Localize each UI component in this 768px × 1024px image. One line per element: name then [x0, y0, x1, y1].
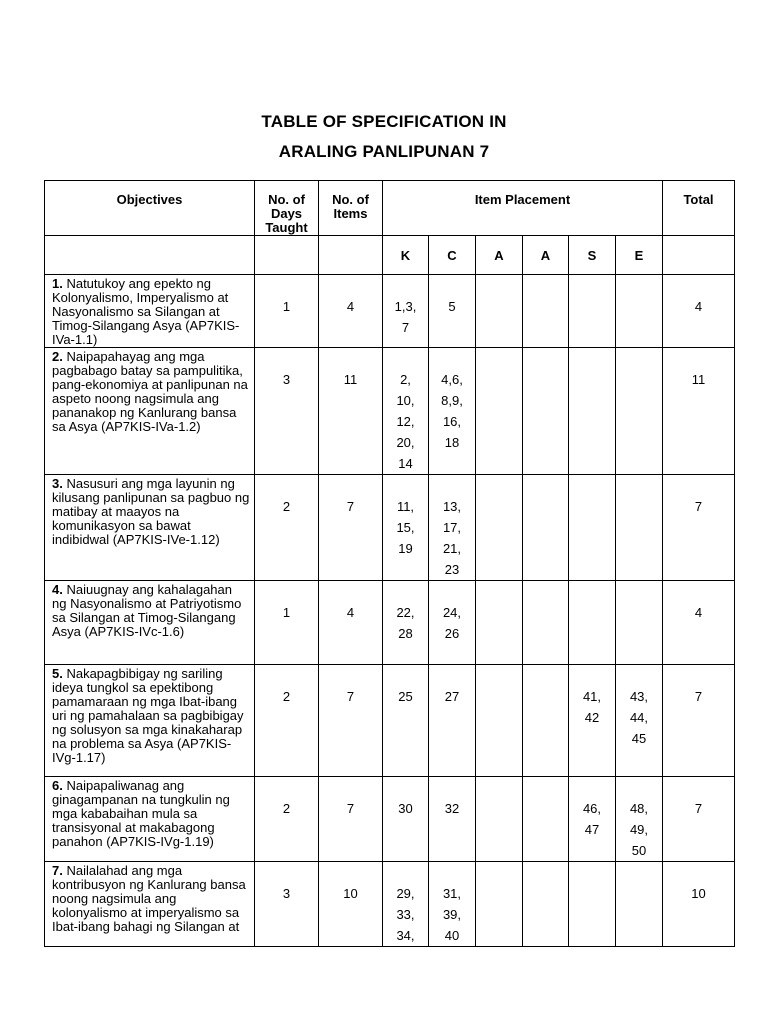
- placement-a2-cell: [523, 475, 569, 581]
- no-of-items-cell: 10: [319, 862, 383, 947]
- placement-a1-cell: [476, 665, 523, 777]
- item-number: 14: [398, 456, 413, 471]
- item-number: 10,: [396, 393, 415, 408]
- objective-text: Naipapaliwanag ang ginagampanan na tungkulin ng mga kababaihan mula sa transisyonal at makabagong panahon (AP7KIS-IVg-1.19): [52, 778, 230, 849]
- objective-number: 5.: [52, 666, 63, 681]
- placement-k-cell: [383, 275, 429, 348]
- objective-number: 1.: [52, 276, 63, 291]
- no-of-items-cell: 4: [319, 581, 383, 665]
- no-of-items-cell: 7: [319, 475, 383, 581]
- objective-cell: [45, 862, 255, 947]
- level-a2: A: [523, 236, 569, 275]
- header-row: [45, 181, 735, 236]
- placement-s-cell: [569, 275, 616, 348]
- item-number: 13,: [442, 499, 462, 514]
- item-number: 34,: [396, 928, 415, 943]
- item-number: 21,: [442, 541, 462, 556]
- placement-a2-cell: [523, 348, 569, 475]
- placement-e-cell: [616, 475, 663, 581]
- objective-text: Nailalahad ang mga kontribusyon ng Kanlurang bansa noong nagsimula ang kolonyalismo at imperyalismo sa Ibat-ibang bahagi ng Silangan at: [52, 863, 246, 934]
- item-number: 17,: [442, 520, 462, 535]
- level-header-row: [45, 236, 735, 275]
- item-number: 46,: [582, 801, 602, 816]
- item-number: 24,: [442, 605, 462, 620]
- placement-c-cell: [429, 475, 476, 581]
- item-number: 22,: [396, 605, 415, 620]
- days-taught-cell: 1: [255, 581, 319, 665]
- item-number: 7: [401, 320, 410, 335]
- table-row: [45, 777, 735, 862]
- table-row: [45, 665, 735, 777]
- item-number: 15,: [396, 520, 415, 535]
- placement-a1-cell: [476, 581, 523, 665]
- placement-c-cell: [429, 862, 476, 947]
- placement-c-cell: [429, 348, 476, 475]
- days-taught-cell: 3: [255, 348, 319, 475]
- item-number: 39,: [442, 907, 462, 922]
- placement-a2-cell: [523, 581, 569, 665]
- item-number: 23: [444, 562, 460, 577]
- item-number: 2,: [400, 372, 411, 387]
- specification-table: [44, 180, 735, 947]
- table-row: [45, 348, 735, 475]
- placement-k-cell: [383, 665, 429, 777]
- item-number: 30: [398, 801, 413, 816]
- placement-k-cell: [383, 862, 429, 947]
- item-number: 42: [584, 710, 600, 725]
- placement-e-cell: [616, 581, 663, 665]
- placement-s-cell: [569, 862, 616, 947]
- placement-s-cell: [569, 348, 616, 475]
- objective-number: 4.: [52, 582, 63, 597]
- item-number: 27: [444, 689, 460, 704]
- objective-text: Naipapahayag ang mga pagbabago batay sa pampulitika, pang-ekonomiya at panlipunan na aspeto noong nagsimula ang pananakop ng Kanlurang bansa sa Asya (AP7KIS-IVa-1.2): [52, 349, 248, 434]
- item-number: 28: [398, 626, 413, 641]
- placement-c-cell: [429, 581, 476, 665]
- placement-a2-cell: [523, 862, 569, 947]
- no-of-items-cell: 7: [319, 665, 383, 777]
- level-e: E: [616, 236, 663, 275]
- table-row: [45, 862, 735, 947]
- item-number: 16,: [442, 414, 462, 429]
- days-taught-cell: 2: [255, 777, 319, 862]
- total-cell: 4: [663, 275, 735, 348]
- level-k: K: [383, 236, 429, 275]
- header-objectives: Objectives: [45, 181, 255, 236]
- item-number: 20,: [396, 435, 415, 450]
- item-number: 25: [398, 689, 413, 704]
- table-row: [45, 275, 735, 348]
- item-number: 50: [631, 843, 647, 858]
- placement-c-cell: [429, 275, 476, 348]
- level-s: S: [569, 236, 616, 275]
- item-number: 18: [444, 435, 460, 450]
- table-row: [45, 581, 735, 665]
- placement-e-cell: [616, 665, 663, 777]
- item-number: 19: [398, 541, 413, 556]
- item-number: 32: [444, 801, 460, 816]
- header-total: Total: [663, 181, 735, 236]
- placement-a2-cell: [523, 665, 569, 777]
- table-row: [45, 475, 735, 581]
- item-number: 45: [631, 731, 647, 746]
- item-number: 5: [448, 299, 456, 314]
- placement-a1-cell: [476, 475, 523, 581]
- days-taught-cell: 1: [255, 275, 319, 348]
- objective-number: 6.: [52, 778, 63, 793]
- placement-a1-cell: [476, 777, 523, 862]
- days-taught-cell: 2: [255, 665, 319, 777]
- item-number: 44,: [629, 710, 649, 725]
- placement-e-cell: [616, 348, 663, 475]
- objective-text: Nakapagbibigay ng sariling ideya tungkol sa epektibong pamamaraan ng mga Ibat-ibang uri ng pamahalaan sa pagbibigay ng solusyon sa mga kinakaharap na problema sa Asya (AP7KIS-IVg-1.17): [52, 666, 244, 765]
- total-cell: 7: [663, 475, 735, 581]
- no-of-items-cell: 4: [319, 275, 383, 348]
- item-number: 48,: [629, 801, 649, 816]
- no-of-items-cell: 11: [319, 348, 383, 475]
- item-number: 33,: [396, 907, 415, 922]
- objective-text: Nasusuri ang mga layunin ng kilusang panlipunan sa pagbuo ng matibay at maayos na komunikasyon sa bawat indibidwal (AP7KIS-IVe-1.12): [52, 476, 250, 547]
- objective-cell: [45, 475, 255, 581]
- item-number: 4,6,: [441, 372, 463, 387]
- header-item-placement: Item Placement: [383, 181, 663, 236]
- item-number: 11,: [396, 499, 415, 514]
- item-number: 47: [584, 822, 600, 837]
- level-a1: A: [476, 236, 523, 275]
- total-cell: 7: [663, 777, 735, 862]
- placement-k-cell: [383, 777, 429, 862]
- item-number: 12,: [396, 414, 415, 429]
- header-days-taught: No. of Days Taught: [255, 181, 319, 236]
- objective-cell: [45, 275, 255, 348]
- objective-number: 3.: [52, 476, 63, 491]
- item-number: 8,9,: [441, 393, 463, 408]
- days-taught-cell: 2: [255, 475, 319, 581]
- placement-c-cell: [429, 665, 476, 777]
- placement-e-cell: [616, 862, 663, 947]
- placement-k-cell: [383, 581, 429, 665]
- objective-number: 2.: [52, 349, 63, 364]
- objective-cell: [45, 581, 255, 665]
- objective-text: Natutukoy ang epekto ng Kolonyalismo, Imperyalismo at Nasyonalismo sa Silangan at Timog-Silangang Asya (AP7KIS-IVa-1.1): [52, 276, 240, 347]
- document-title-line-2: ARALING PANLIPUNAN 7: [278, 142, 490, 161]
- placement-a1-cell: [476, 862, 523, 947]
- total-cell: 7: [663, 665, 735, 777]
- total-cell: 10: [663, 862, 735, 947]
- item-number: 40: [444, 928, 460, 943]
- placement-e-cell: [616, 275, 663, 348]
- placement-k-cell: [383, 348, 429, 475]
- objective-number: 7.: [52, 863, 63, 878]
- placement-a1-cell: [476, 348, 523, 475]
- item-number: 49,: [629, 822, 649, 837]
- placement-s-cell: [569, 581, 616, 665]
- document-title-line-1: TABLE OF SPECIFICATION IN: [261, 112, 507, 131]
- objective-cell: [45, 665, 255, 777]
- placement-s-cell: [569, 665, 616, 777]
- placement-c-cell: [429, 777, 476, 862]
- item-number: 31,: [442, 886, 462, 901]
- objective-cell: [45, 348, 255, 475]
- placement-s-cell: [569, 475, 616, 581]
- level-c: C: [429, 236, 476, 275]
- item-number: 29,: [396, 886, 415, 901]
- header-no-of-items: No. of Items: [319, 181, 383, 236]
- total-cell: 4: [663, 581, 735, 665]
- placement-e-cell: [616, 777, 663, 862]
- days-taught-cell: 3: [255, 862, 319, 947]
- placement-a2-cell: [523, 777, 569, 862]
- placement-k-cell: [383, 475, 429, 581]
- placement-a1-cell: [476, 275, 523, 348]
- item-number: 1,3,: [394, 299, 417, 314]
- total-cell: 11: [663, 348, 735, 475]
- item-number: 41,: [582, 689, 602, 704]
- no-of-items-cell: 7: [319, 777, 383, 862]
- objective-cell: [45, 777, 255, 862]
- objective-text: Naiuugnay ang kahalagahan ng Nasyonalismo at Patriyotismo sa Silangan at Timog-Silangang Asya (AP7KIS-IVc-1.6): [52, 582, 242, 639]
- item-number: 26: [444, 626, 460, 641]
- placement-a2-cell: [523, 275, 569, 348]
- item-number: 43,: [629, 689, 649, 704]
- placement-s-cell: [569, 777, 616, 862]
